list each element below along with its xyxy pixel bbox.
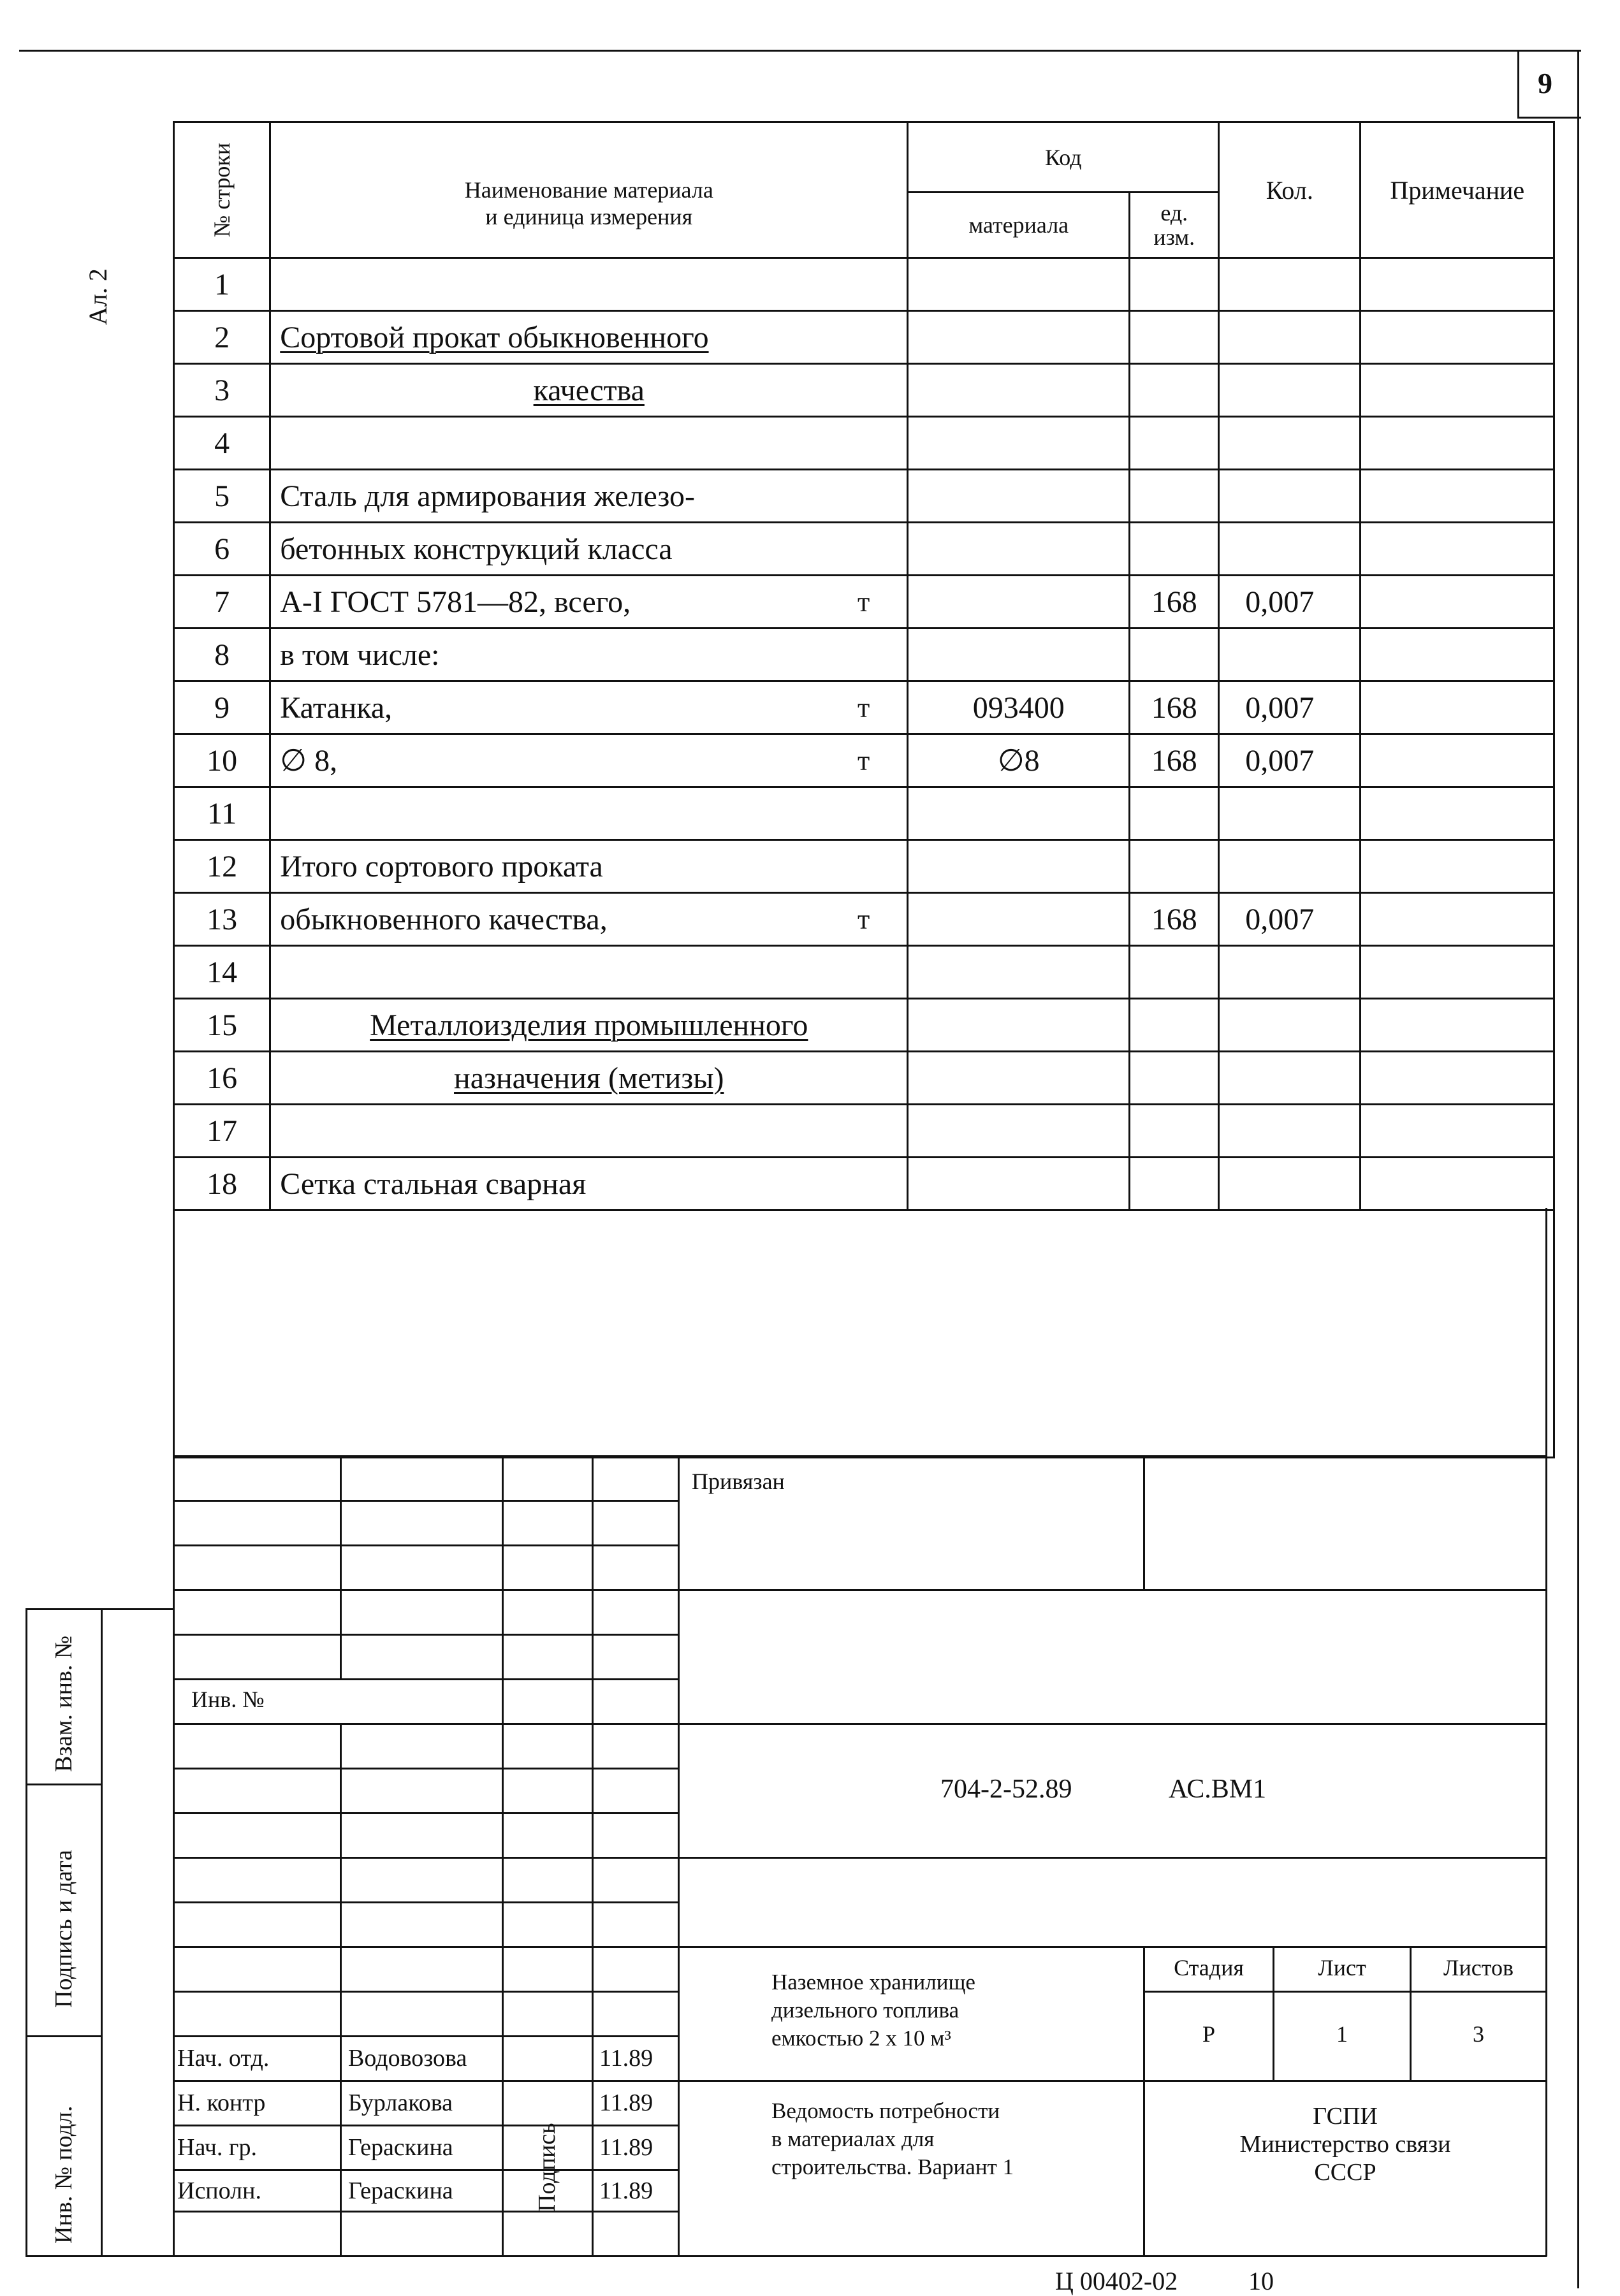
table-row (174, 470, 1554, 523)
row-material-code (908, 628, 1130, 681)
page-number-box-bottom (1517, 117, 1581, 119)
row-number: 2 (174, 311, 270, 364)
right-frame (1577, 51, 1579, 2288)
row-number: 18 (174, 1158, 270, 1210)
row-note (1361, 893, 1554, 946)
row-unit-code (1130, 523, 1219, 576)
row-name-text: ∅ 8, (280, 744, 338, 778)
row-name-text: обыкновенного качества, (280, 902, 608, 936)
row-name-text: Металлоизделия промышленного (370, 1008, 808, 1042)
row-name (270, 681, 908, 734)
row-note (1361, 311, 1554, 364)
row-number: 5 (174, 470, 270, 523)
side-stamp-vzam-inv: Взам. инв. № (50, 1635, 77, 1772)
row-name (270, 946, 908, 999)
table-row (174, 946, 1554, 999)
signer-date: 11.89 (599, 2089, 653, 2116)
row-name (270, 417, 908, 470)
table-row (174, 893, 1554, 946)
row-number: 13 (174, 893, 270, 946)
row-name-text: Катанка, (280, 690, 393, 725)
footer-page: 10 (1248, 2267, 1274, 2295)
row-unit-code: 168 (1130, 576, 1219, 628)
row-number: 16 (174, 1052, 270, 1105)
row-unit-code (1130, 628, 1219, 681)
inv-no-label: Инв. № (191, 1687, 265, 1712)
row-note (1361, 576, 1554, 628)
row-note (1361, 946, 1554, 999)
row-unit-code (1130, 946, 1219, 999)
row-name-text: Сталь для армирования железо- (280, 479, 696, 513)
sheet-value: 1 (1336, 2021, 1348, 2047)
row-quantity (1219, 946, 1361, 999)
signer-role: Нач. гр. (177, 2134, 257, 2161)
signer-date: 11.89 (599, 2177, 653, 2204)
row-quantity (1219, 470, 1361, 523)
row-note (1361, 1105, 1554, 1158)
row-name (270, 1105, 908, 1158)
row-material-code (908, 1052, 1130, 1105)
row-name (270, 523, 908, 576)
signer-role: Н. контр (177, 2089, 266, 2116)
row-quantity (1219, 787, 1361, 840)
row-material-code (908, 364, 1130, 417)
table-row (174, 1158, 1554, 1210)
table-row (174, 1105, 1554, 1158)
row-name (270, 311, 908, 364)
signer-name: Гераскина (348, 2134, 453, 2161)
row-number: 10 (174, 734, 270, 787)
row-quantity: 0,007 (1219, 893, 1361, 946)
row-unit: т (857, 745, 870, 776)
header-row-no (174, 122, 270, 258)
row-unit: т (857, 692, 870, 723)
row-unit-code (1130, 1105, 1219, 1158)
table-row (174, 681, 1554, 734)
row-material-code (908, 258, 1130, 311)
sheet-number: 9 (1538, 67, 1552, 99)
row-name (270, 787, 908, 840)
table-row (174, 628, 1554, 681)
row-name (270, 258, 908, 311)
row-material-code (908, 840, 1130, 893)
row-number: 12 (174, 840, 270, 893)
row-number: 8 (174, 628, 270, 681)
footer-code: Ц 00402-02 (1055, 2267, 1178, 2295)
row-number: 17 (174, 1105, 270, 1158)
row-note (1361, 364, 1554, 417)
row-unit-code (1130, 840, 1219, 893)
row-unit-code (1130, 417, 1219, 470)
row-material-code (908, 311, 1130, 364)
signature-label: Подпись (534, 2123, 560, 2212)
row-name-text: в том числе: (280, 637, 440, 672)
header-qty: Кол. (1219, 122, 1361, 258)
row-quantity: 0,007 (1219, 734, 1361, 787)
row-note (1361, 470, 1554, 523)
side-stamp-inv-podl: Инв. № подл. (50, 2105, 77, 2244)
row-name-text: бетонных конструкций класса (280, 532, 673, 566)
row-name (270, 576, 908, 628)
table-row (174, 576, 1554, 628)
row-material-code (908, 787, 1130, 840)
signer-name: Водовозова (348, 2045, 467, 2072)
row-number: 7 (174, 576, 270, 628)
row-number: 11 (174, 787, 270, 840)
signer-role: Нач. отд. (177, 2045, 270, 2072)
page-number-box-left (1517, 51, 1519, 118)
stage-label: Стадия (1174, 1955, 1244, 1980)
row-unit-code (1130, 787, 1219, 840)
object-title: Наземное хранилище дизельного топлива емкостью 2 х 10 м³ (771, 1970, 975, 2051)
row-name (270, 364, 908, 417)
row-name (270, 1158, 908, 1210)
row-note (1361, 1052, 1554, 1105)
row-name (270, 734, 908, 787)
stage-value: Р (1202, 2021, 1216, 2047)
doc-code: 704-2-52.89 (940, 1775, 1072, 1804)
row-note (1361, 681, 1554, 734)
row-note (1361, 523, 1554, 576)
row-number: 6 (174, 523, 270, 576)
row-quantity: 0,007 (1219, 576, 1361, 628)
header-name (270, 122, 908, 258)
row-note (1361, 787, 1554, 840)
table-row (174, 999, 1554, 1052)
row-note (1361, 628, 1554, 681)
row-quantity (1219, 523, 1361, 576)
row-note (1361, 258, 1554, 311)
row-note (1361, 734, 1554, 787)
top-rule (19, 50, 1581, 52)
row-name-text: А-I ГОСТ 5781—82, всего, (280, 585, 631, 619)
row-note (1361, 840, 1554, 893)
row-quantity (1219, 1158, 1361, 1210)
row-unit-code (1130, 258, 1219, 311)
table-row (174, 258, 1554, 311)
table-row (174, 840, 1554, 893)
table-row (174, 417, 1554, 470)
row-quantity (1219, 258, 1361, 311)
row-name-text: Сетка стальная сварная (280, 1166, 587, 1201)
header-unit: ед. изм. (1130, 193, 1219, 258)
sheet-label: Лист (1318, 1955, 1366, 1980)
row-note (1361, 1158, 1554, 1210)
row-name-text: Сортовой прокат обыкновенного (280, 320, 709, 354)
row-quantity (1219, 1052, 1361, 1105)
table-empty-space (174, 1210, 1554, 1458)
row-name (270, 470, 908, 523)
row-unit-code (1130, 470, 1219, 523)
signer-date: 11.89 (599, 2045, 653, 2072)
row-unit: т (857, 586, 870, 618)
row-material-code (908, 946, 1130, 999)
row-unit: т (857, 903, 870, 935)
side-stamp-top (26, 1608, 173, 1610)
materials-table (173, 121, 1555, 1458)
table-row (174, 787, 1554, 840)
header-row-no-text: № строки (209, 142, 235, 238)
signer-date: 11.89 (599, 2134, 653, 2161)
row-material-code: 093400 (908, 681, 1130, 734)
signer-name: Гераскина (348, 2177, 453, 2204)
privyazan-label: Привязан (692, 1469, 785, 1494)
sheets-value: 3 (1473, 2021, 1484, 2047)
row-quantity (1219, 840, 1361, 893)
row-number: 14 (174, 946, 270, 999)
row-material-code (908, 523, 1130, 576)
row-unit-code: 168 (1130, 893, 1219, 946)
row-name (270, 893, 908, 946)
table-row (174, 734, 1554, 787)
row-quantity (1219, 1105, 1361, 1158)
row-quantity (1219, 364, 1361, 417)
table-row (174, 364, 1554, 417)
row-unit-code (1130, 999, 1219, 1052)
row-material-code (908, 576, 1130, 628)
row-name (270, 1052, 908, 1105)
header-material: материала (908, 193, 1130, 258)
organization: ГСПИ Министерство связи СССР (1239, 2103, 1451, 2186)
row-material-code (908, 999, 1130, 1052)
row-note (1361, 417, 1554, 470)
row-number: 4 (174, 417, 270, 470)
row-material-code (908, 1158, 1130, 1210)
row-quantity: 0,007 (1219, 681, 1361, 734)
signer-role: Исполн. (177, 2177, 261, 2204)
row-unit-code (1130, 364, 1219, 417)
row-number: 3 (174, 364, 270, 417)
row-unit-code (1130, 1052, 1219, 1105)
row-unit-code (1130, 1158, 1219, 1210)
row-quantity (1219, 628, 1361, 681)
row-name (270, 840, 908, 893)
row-quantity (1219, 311, 1361, 364)
row-material-code (908, 417, 1130, 470)
signer-name: Бурлакова (348, 2089, 453, 2116)
row-name-text: Итого сортового проката (280, 849, 603, 883)
table-row (174, 523, 1554, 576)
row-note (1361, 999, 1554, 1052)
row-unit-code (1130, 311, 1219, 364)
row-unit-code: 168 (1130, 734, 1219, 787)
doc-title: Ведомость потребности в материалах для строительства. Вариант 1 (771, 2098, 1014, 2179)
row-unit-code: 168 (1130, 681, 1219, 734)
header-name-text: Наименование материала и единица измерения (464, 177, 713, 229)
row-name-text: качества (533, 373, 645, 407)
row-number: 1 (174, 258, 270, 311)
row-material-code: ∅8 (908, 734, 1130, 787)
side-stamp-podpis-data: Подпись и дата (50, 1849, 77, 2008)
doc-mark: АС.ВМ1 (1169, 1775, 1267, 1804)
header-code: Код (908, 122, 1219, 193)
row-quantity (1219, 999, 1361, 1052)
header-note: Примечание (1361, 122, 1554, 258)
row-name (270, 628, 908, 681)
table-row (174, 311, 1554, 364)
row-name (270, 999, 908, 1052)
side-label: Ал. 2 (84, 268, 112, 325)
row-quantity (1219, 417, 1361, 470)
row-material-code (908, 893, 1130, 946)
row-material-code (908, 1105, 1130, 1158)
sheets-label: Листов (1443, 1955, 1514, 1980)
row-material-code (908, 470, 1130, 523)
row-number: 9 (174, 681, 270, 734)
table-row (174, 1052, 1554, 1105)
row-name-text: назначения (метизы) (454, 1061, 724, 1095)
row-number: 15 (174, 999, 270, 1052)
